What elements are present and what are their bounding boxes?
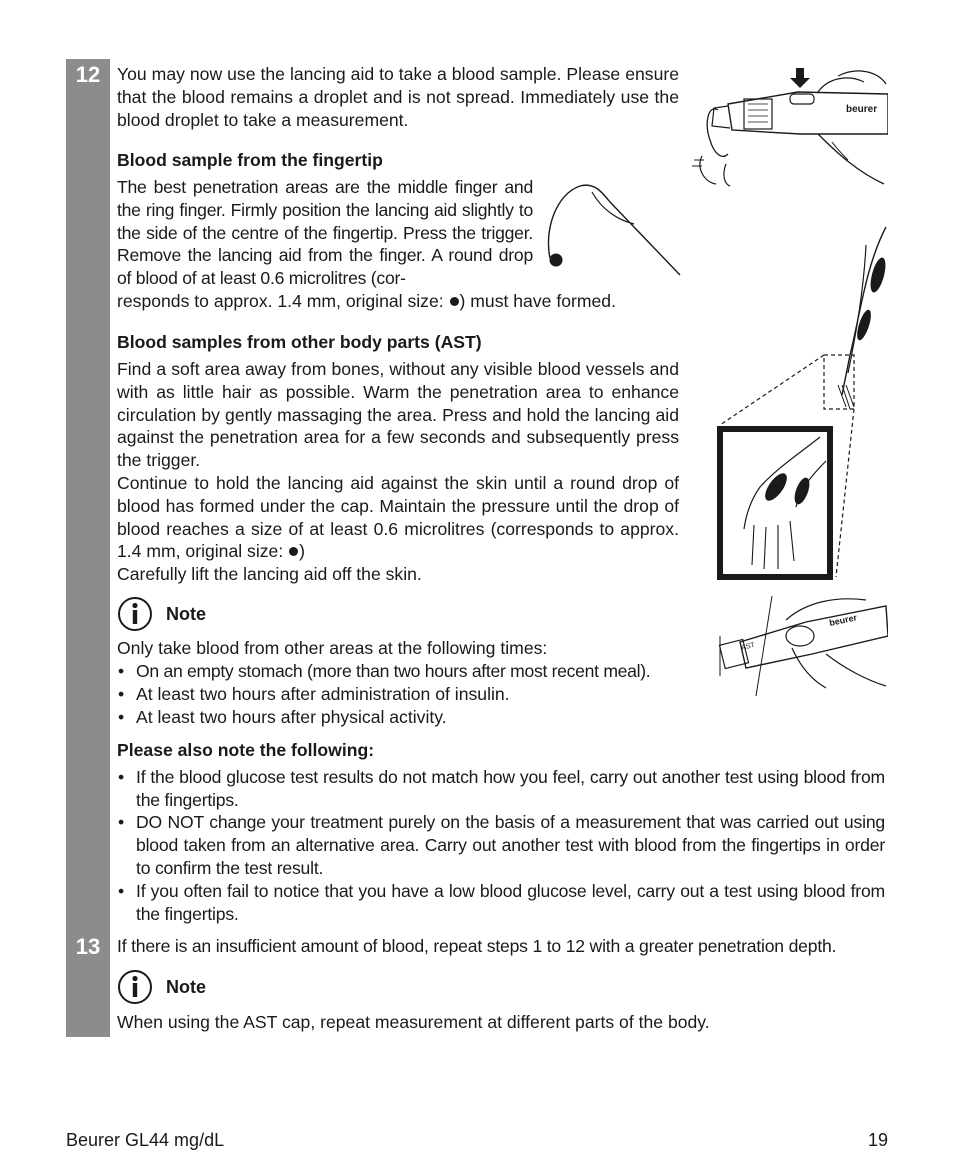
note-bullet: • On an empty stomach (more than two hours after most recent meal). [117,660,697,683]
note-label: Note [166,977,206,997]
fingertip-text-end-before: responds to approx. 1.4 mm, original size: [117,291,449,311]
ast-text-2-before: Continue to hold the lancing aid against the skin until a round drop of blood has formed under the cap. Maintain the pressure until the drop of blood reaches a size of at least 0.6 microlitres (corresponds to approx. 1.4 mm, original size: [117,473,679,562]
footer-product: Beurer GL44 mg/dL [66,1130,225,1150]
note-bullet: • At least two hours after physical activity. [117,706,697,729]
ast-text-1: Find a soft area away from bones, without any visible blood vessels and with as little hair as possible. Warm the penetration area to enhance circulation by gently massaging the area. Press and hold the lancing aid against the penetration area for a few seconds and subsequently press the trigger. [117,359,679,471]
step-number-12: 12 [75,62,101,87]
step-sidebar [66,59,110,1037]
ast-forearm-illustration [716,225,890,583]
fingertip-text: The best penetration areas are the middle finger and the ring finger. Firmly position the lancing aid slightly to the side of the centre of the fingertip. Press the trigger. Remove the lancing aid from the finger. A round drop of blood of at least 0.6 microlitres (cor- [117,177,533,289]
step-12-intro: You may now use the lancing aid to take a blood sample. Please ensure that the blood remains a droplet and is not spread. Immediately use the blood droplet to take a measurement. [117,64,679,130]
also-heading: Please also note the following: [117,740,375,760]
note-bullet: • At least two hours after administration of insulin. [117,683,697,706]
ast-text-2 [117,472,679,563]
blood-drop-size-icon [289,547,298,556]
fingertip-text-end-after: ) must have formed. [459,291,616,311]
ast-cap-label: AST [740,641,756,652]
step-number-13: 13 [75,934,101,959]
info-icon [117,596,153,632]
fingertip-illustration [542,180,682,280]
also-bullet: • If you often fail to notice that you have a low blood glucose level, carry out a test using blood from the fingertips. [117,880,885,926]
fingertip-heading: Blood sample from the fingertip [117,150,383,170]
ast-text-2-after: ) [299,541,305,562]
ast-text-3: Carefully lift the lancing aid off the skin. [117,564,422,584]
also-bullet: • DO NOT change your treatment purely on the basis of a measurement that was carried out using blood taken from an alternative area. Carry out another test with blood from the fingertips in order to confirm the test result. [117,811,885,879]
ast-heading: Blood samples from other body parts (AST) [117,332,482,352]
also-bullet: • If the blood glucose test results do not match how you feel, carry out another test using blood from the fingertips. [117,766,885,812]
step-13-text: If there is an insufficient amount of blood, repeat steps 1 to 12 with a greater penetration depth. [117,936,837,956]
note-intro: Only take blood from other areas at the following times: [117,638,548,658]
fingertip-text-end [117,290,677,313]
brand-logo: beurer [846,104,878,115]
blood-drop-size-icon [450,297,459,306]
note-label: Note [166,604,206,624]
info-icon [117,969,153,1005]
page-number: 19 [867,1130,888,1150]
ast-cap-lancing-illustration [716,596,888,698]
step-13-note-text: When using the AST cap, repeat measurement at different parts of the body. [117,1012,710,1032]
brand-logo: beurer [828,612,858,628]
lancing-aid-trigger-illustration [688,64,888,190]
